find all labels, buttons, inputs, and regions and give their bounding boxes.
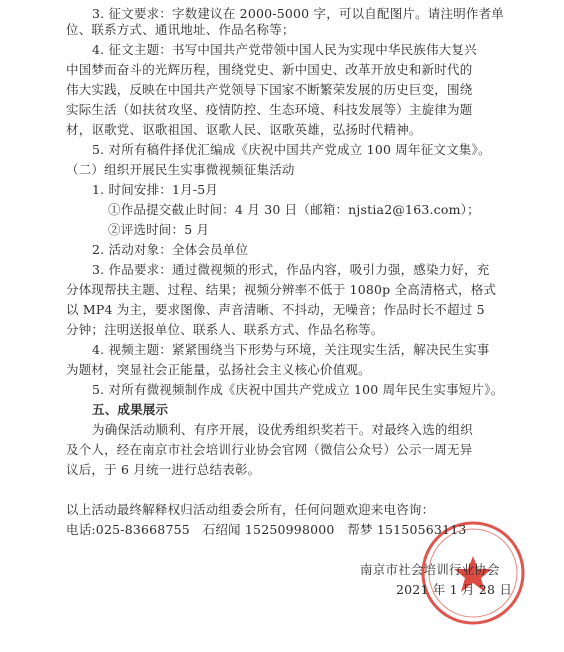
text-line: ②评选时间：5 月 (108, 222, 210, 237)
text-line: 4. 征文主题：书写中国共产党带领中国人民为实现中华民族伟大复兴 (92, 42, 477, 57)
text-line: 5. 对所有稿件择优汇编成《庆祝中国共产党成立 100 周年征文文集》。 (92, 142, 491, 157)
text-line: 2021 年 1 月 28 日 (396, 582, 513, 597)
text-line: 位、联系方式、通讯地址、作品名称等； (66, 22, 295, 37)
text-line: 5. 对所有微视频制作成《庆祝中国共产党成立 100 周年民生实事短片》。 (92, 382, 504, 397)
text-line: 分体现帮扶主题、过程、结果；视频分辨率不低于 1080p 全高清格式，格式 (66, 282, 497, 297)
text-line: ①作品提交截止时间：4 月 30 日（邮箱：njstia2@163.com）； (108, 202, 480, 217)
text-line: 以上活动最终解释权归活动组委会所有，任何问题欢迎来电咨询： (66, 502, 435, 517)
text-line: 伟大实践，反映在中国共产党领导下国家不断繁荣发展的历史巨变，围绕 (66, 82, 473, 97)
text-line: 3. 征文要求：字数建议在 2000-5000 字，可以自配图片。请注明作者单 (92, 6, 504, 21)
text-line: 3. 作品要求：通过微视频的形式，作品内容，吸引力强，感染力好，充 (92, 262, 490, 277)
text-line: （二）组织开展民生实事微视频征集活动 (66, 162, 295, 177)
text-line: 实际生活（如扶贫攻坚、疫情防控、生态环境、科技发展等）主旋律为题 (66, 102, 473, 117)
text-line: 以 MP4 为主，要求图像、声音清晰、不抖动，无噪音；作品时长不超过 5 (66, 302, 485, 317)
text-line: 议后，于 6 月统一进行总结表彰。 (66, 462, 261, 477)
text-line: 为题材，突显社会正能量，弘扬社会主义核心价值观。 (66, 362, 371, 377)
text-line: 电话:025-83668755 石绍闻 15250998000 帮梦 15150563113 (66, 522, 467, 537)
text-line: 为确保活动顺利、有序开展，设优秀组织奖若干。对最终入选的组织 (92, 422, 474, 437)
text-line: 五、成果展示 (92, 402, 169, 417)
text-line: 4. 视频主题：紧紧围绕当下形势与环境，关注现实生活，解决民生实事 (92, 342, 490, 357)
text-line: 1. 时间安排：1月-5月 (92, 182, 219, 197)
text-line: 中国梦而奋斗的光辉历程，围绕党史、新中国史、改革开放史和新时代的 (66, 62, 473, 77)
text-line: 2. 活动对象：全体会员单位 (92, 242, 249, 257)
text-line: 分钟；注明送报单位、联系人、联系方式、作品名称等。 (66, 322, 384, 337)
text-line: 南京市社会培训行业协会 (360, 562, 500, 577)
text-line: 及个人，经在南京市社会培训行业协会官网（微信公众号）公示一周无异 (66, 442, 473, 457)
text-line: 材，讴歌党、讴歌祖国、讴歌人民、讴歌英雄，弘扬时代精神。 (66, 122, 422, 137)
